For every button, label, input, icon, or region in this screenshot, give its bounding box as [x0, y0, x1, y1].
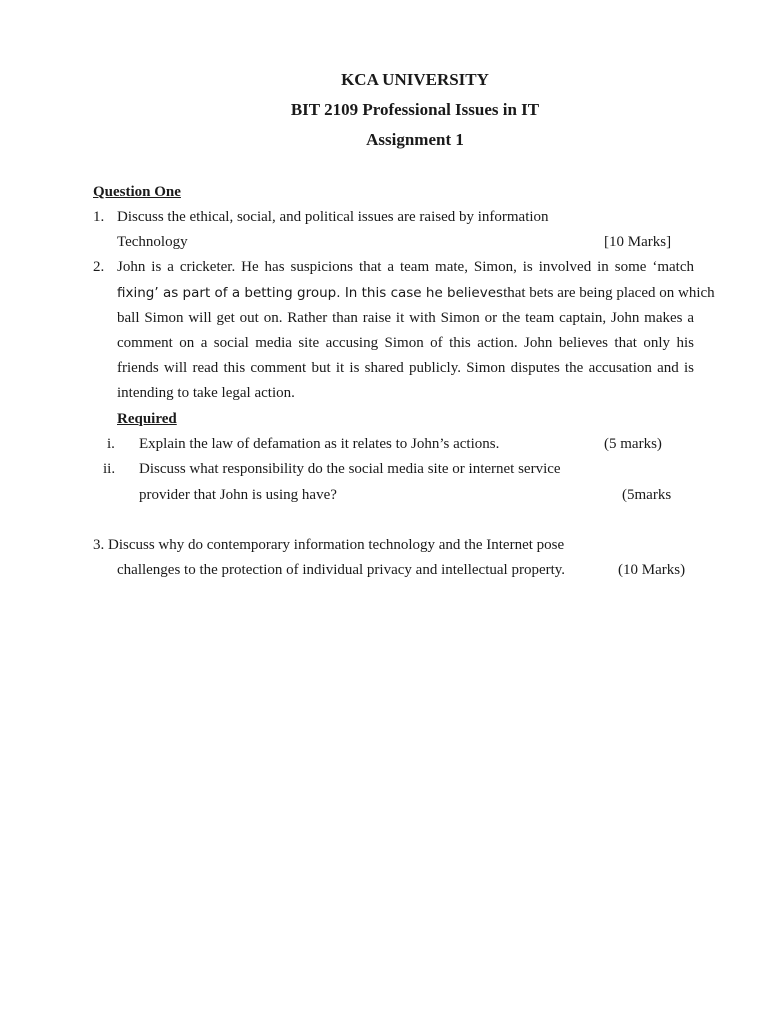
- q1-line-2: Technology: [117, 234, 188, 250]
- university-title: KCA UNIVERSITY: [341, 70, 489, 89]
- q2-line-3: ball Simon will get out on. Rather than raise it with Simon or the team captain, John makes a: [117, 310, 694, 326]
- q2-line-2-part-b: that bets are being placed on which: [503, 285, 715, 301]
- sub-i-text: Explain the law of defamation as it relates to John’s actions.: [139, 436, 500, 452]
- q3-marks: (10 Marks): [618, 562, 686, 578]
- q2-line-6: intending to take legal action.: [117, 385, 295, 401]
- sub-ii-marks: (5marks: [622, 487, 672, 503]
- q2-line-2: [117, 284, 715, 302]
- required-heading: Required: [117, 411, 177, 427]
- q2-line-1: John is a cricketer. He has suspicions that a team mate, Simon, is involved in some ‘match: [117, 259, 694, 275]
- q1-number: 1.: [93, 209, 105, 225]
- sub-i-number: i.: [107, 436, 115, 452]
- sub-ii-line-1: Discuss what responsibility do the social media site or internet service: [139, 461, 561, 477]
- q3-line-2: challenges to the protection of individual privacy and intellectual property.: [117, 562, 566, 578]
- sub-i-marks: (5 marks): [604, 436, 662, 452]
- q2-number: 2.: [93, 259, 105, 275]
- q2-line-5: friends will read this comment but it is shared publicly. Simon disputes the accusation and is: [117, 360, 694, 376]
- q2-line-2-part-a: fixing’ as part of a betting group. In this case he believes: [117, 285, 504, 301]
- q2-line-4: comment on a social media site accusing Simon of this action. John believes that only his: [117, 335, 694, 351]
- sub-ii-number: ii.: [103, 461, 116, 477]
- q1-marks: [10 Marks]: [604, 234, 672, 250]
- assignment-title: Assignment 1: [366, 130, 464, 149]
- q3-line-1: 3. Discuss why do contemporary information technology and the Internet pose: [93, 537, 565, 553]
- sub-ii-line-2: provider that John is using have?: [139, 487, 337, 503]
- question-one-heading: Question One: [93, 184, 181, 200]
- course-title: BIT 2109 Professional Issues in IT: [290, 100, 540, 119]
- q1-line-1: Discuss the ethical, social, and political issues are raised by information: [117, 209, 549, 225]
